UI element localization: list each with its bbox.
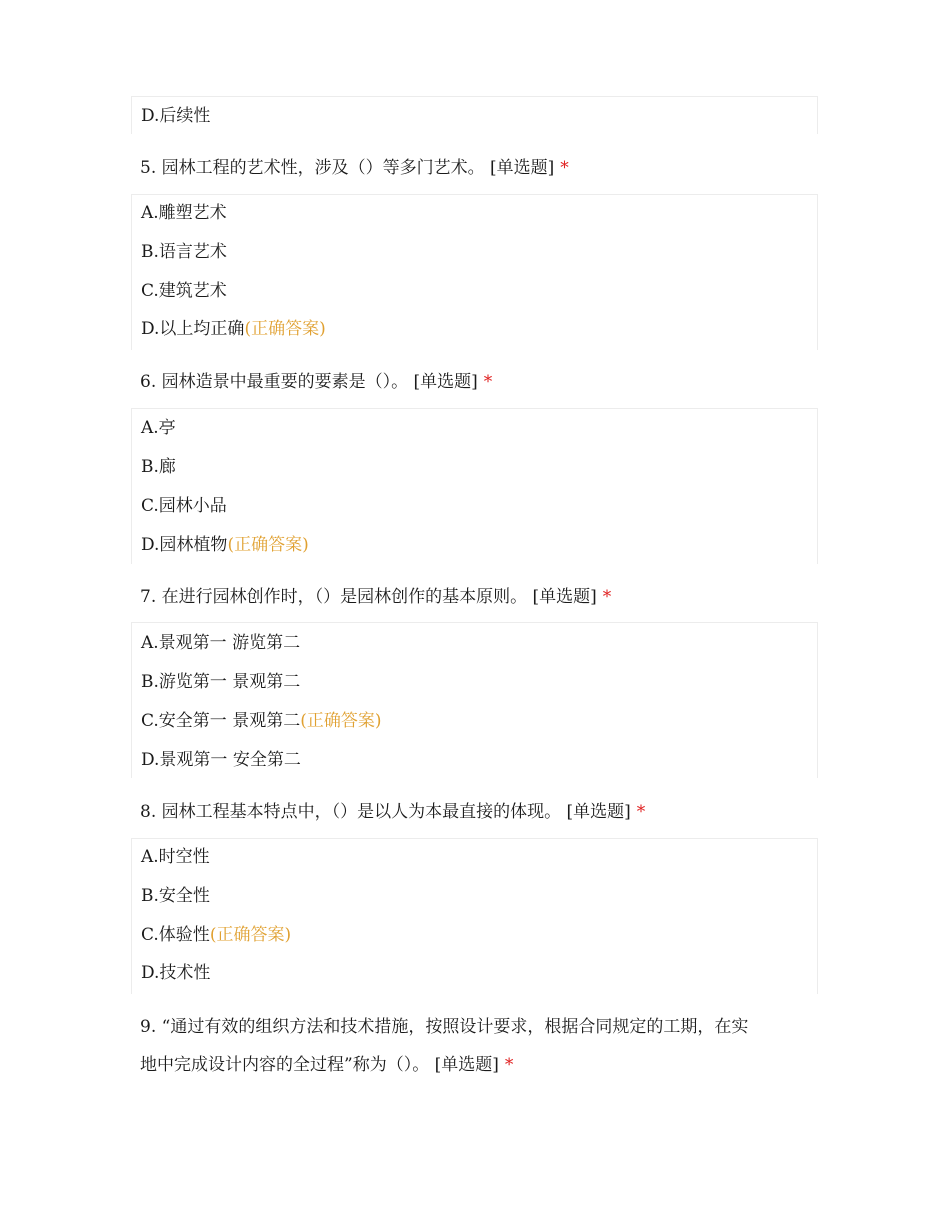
question-text: 地中完成设计内容的全过程”称为（）。 [单选题] [140,1055,499,1075]
option-text: D.园林植物 [141,535,228,555]
option-a-q6[interactable] [141,417,176,439]
option-d-q4[interactable] [141,105,210,127]
required-mark: * [504,1055,514,1075]
options-box-q6 [131,408,818,564]
question-text: 8. 园林工程基本特点中，（）是以人为本最直接的体现。 [单选题] [140,802,631,822]
options-box-q5 [131,194,818,350]
option-a-q8[interactable] [141,846,210,868]
option-text: A.雕塑艺术 [141,203,227,223]
question-9-title-line1 [140,1016,748,1038]
option-c-q6[interactable] [141,495,227,517]
option-c-q5[interactable] [141,280,227,302]
option-text: C.体验性 [141,925,210,945]
options-box-q7 [131,622,818,778]
required-mark: * [560,158,569,178]
option-text: A.景观第一 游览第二 [141,633,301,653]
option-c-q7[interactable] [141,710,381,732]
option-text: D.景观第一 安全第二 [141,750,301,770]
option-text: A.时空性 [141,847,210,867]
option-text: D.后续性 [141,106,211,126]
option-b-q8[interactable] [141,885,210,907]
options-box-q8 [131,838,818,994]
question-8-title [140,801,645,823]
option-a-q7[interactable] [141,632,300,654]
option-text: B.安全性 [141,886,210,906]
option-b-q5[interactable] [141,241,227,263]
question-7-title [140,586,611,608]
required-mark: * [483,372,493,392]
option-d-q5[interactable] [141,318,326,340]
option-text: B.游览第一 景观第二 [141,672,301,692]
option-text: D.以上均正确 [141,319,245,339]
question-text: 7. 在进行园林创作时，（）是园林创作的基本原则。 [单选题] [140,587,597,607]
option-text: C.建筑艺术 [141,281,227,301]
option-b-q7[interactable] [141,671,300,693]
question-9-title-line2 [140,1054,513,1076]
option-d-q8[interactable] [141,962,210,984]
correct-answer-label: (正确答案) [244,319,326,339]
question-5-title [140,157,569,179]
option-text: C.安全第一 景观第二 [141,711,301,731]
required-mark: * [636,802,646,822]
option-text: A.亭 [141,418,176,438]
option-text: B.廊 [141,457,176,477]
option-d-q6[interactable] [141,534,309,556]
option-text: C.园林小品 [141,496,227,516]
question-6-title [140,371,492,393]
question-text: 5. 园林工程的艺术性，涉及（）等多门艺术。 [单选题] [140,158,555,178]
option-text: D.技术性 [141,963,211,983]
required-mark: * [602,587,612,607]
question-text: 9. “通过有效的组织方法和技术措施，按照设计要求，根据合同规定的工期，在实 [140,1017,749,1037]
question-text: 6. 园林造景中最重要的要素是（）。 [单选题] [140,372,478,392]
option-a-q5[interactable] [141,202,227,224]
options-box-q4 [131,96,818,134]
correct-answer-label: (正确答案) [227,535,309,555]
option-b-q6[interactable] [141,456,176,478]
option-text: B.语言艺术 [141,242,227,262]
correct-answer-label: (正确答案) [209,925,292,945]
option-c-q8[interactable] [141,924,291,946]
option-d-q7[interactable] [141,749,301,771]
correct-answer-label: (正确答案) [300,711,382,731]
